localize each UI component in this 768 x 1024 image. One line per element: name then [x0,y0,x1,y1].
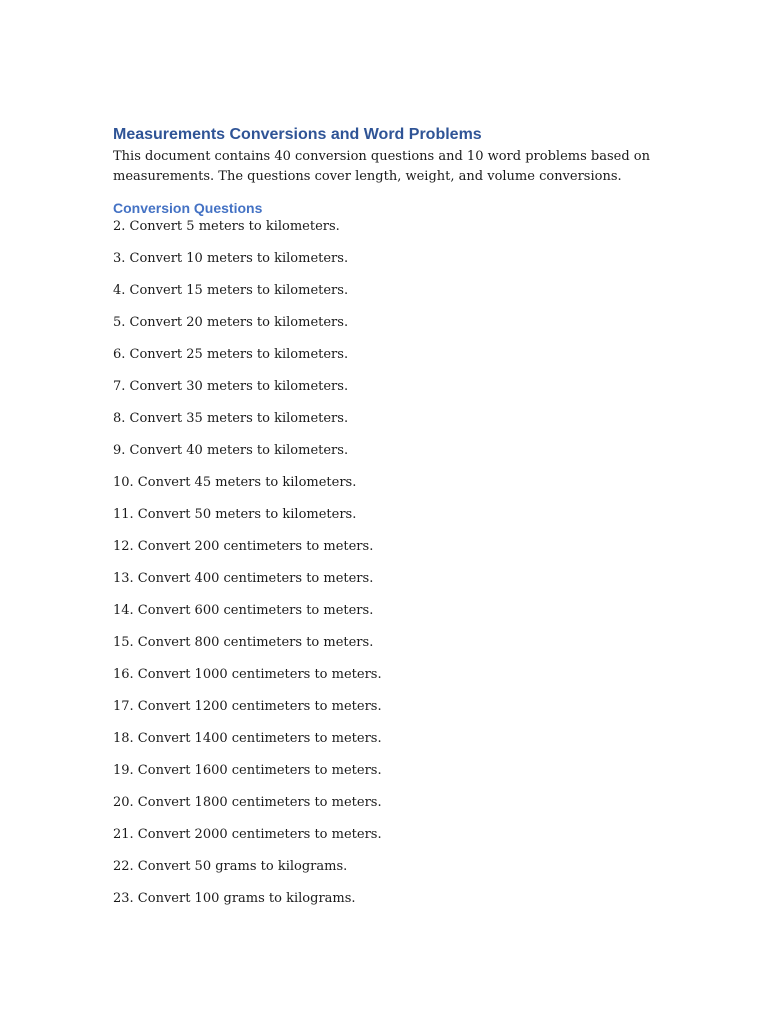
question-item: 3. Convert 10 meters to kilometers. [113,251,349,266]
question-item: 17. Convert 1200 centimeters to meters. [113,699,382,714]
question-item: 9. Convert 40 meters to kilometers. [113,443,349,458]
question-item: 11. Convert 50 meters to kilometers. [113,507,357,522]
question-item: 18. Convert 1400 centimeters to meters. [113,731,382,746]
question-item: 16. Convert 1000 centimeters to meters. [113,667,382,682]
document-intro: This document contains 40 conversion questions and 10 word problems based on measurements. The questions cover length, weight, and volume conversions. [113,149,650,184]
document-content [113,125,653,921]
question-item: 13. Convert 400 centimeters to meters. [113,571,374,586]
question-item: 10. Convert 45 meters to kilometers. [113,475,357,490]
question-item: 21. Convert 2000 centimeters to meters. [113,827,382,842]
question-item: 12. Convert 200 centimeters to meters. [113,539,374,554]
question-item: 14. Convert 600 centimeters to meters. [113,603,374,618]
question-list [113,217,653,921]
question-item: 23. Convert 100 grams to kilograms. [113,891,356,906]
question-item: 22. Convert 50 grams to kilograms. [113,859,348,874]
question-item: 8. Convert 35 meters to kilometers. [113,411,349,426]
question-item: 7. Convert 30 meters to kilometers. [113,379,349,394]
question-item: 20. Convert 1800 centimeters to meters. [113,795,382,810]
question-item: 15. Convert 800 centimeters to meters. [113,635,374,650]
section-heading-conversion-questions: Conversion Questions [113,200,263,216]
question-item: 6. Convert 25 meters to kilometers. [113,347,349,362]
question-item: 2. Convert 5 meters to kilometers. [113,219,340,234]
question-item: 19. Convert 1600 centimeters to meters. [113,763,382,778]
question-item: 5. Convert 20 meters to kilometers. [113,315,349,330]
document-title: Measurements Conversions and Word Problems [113,126,482,143]
question-item: 4. Convert 15 meters to kilometers. [113,283,349,298]
